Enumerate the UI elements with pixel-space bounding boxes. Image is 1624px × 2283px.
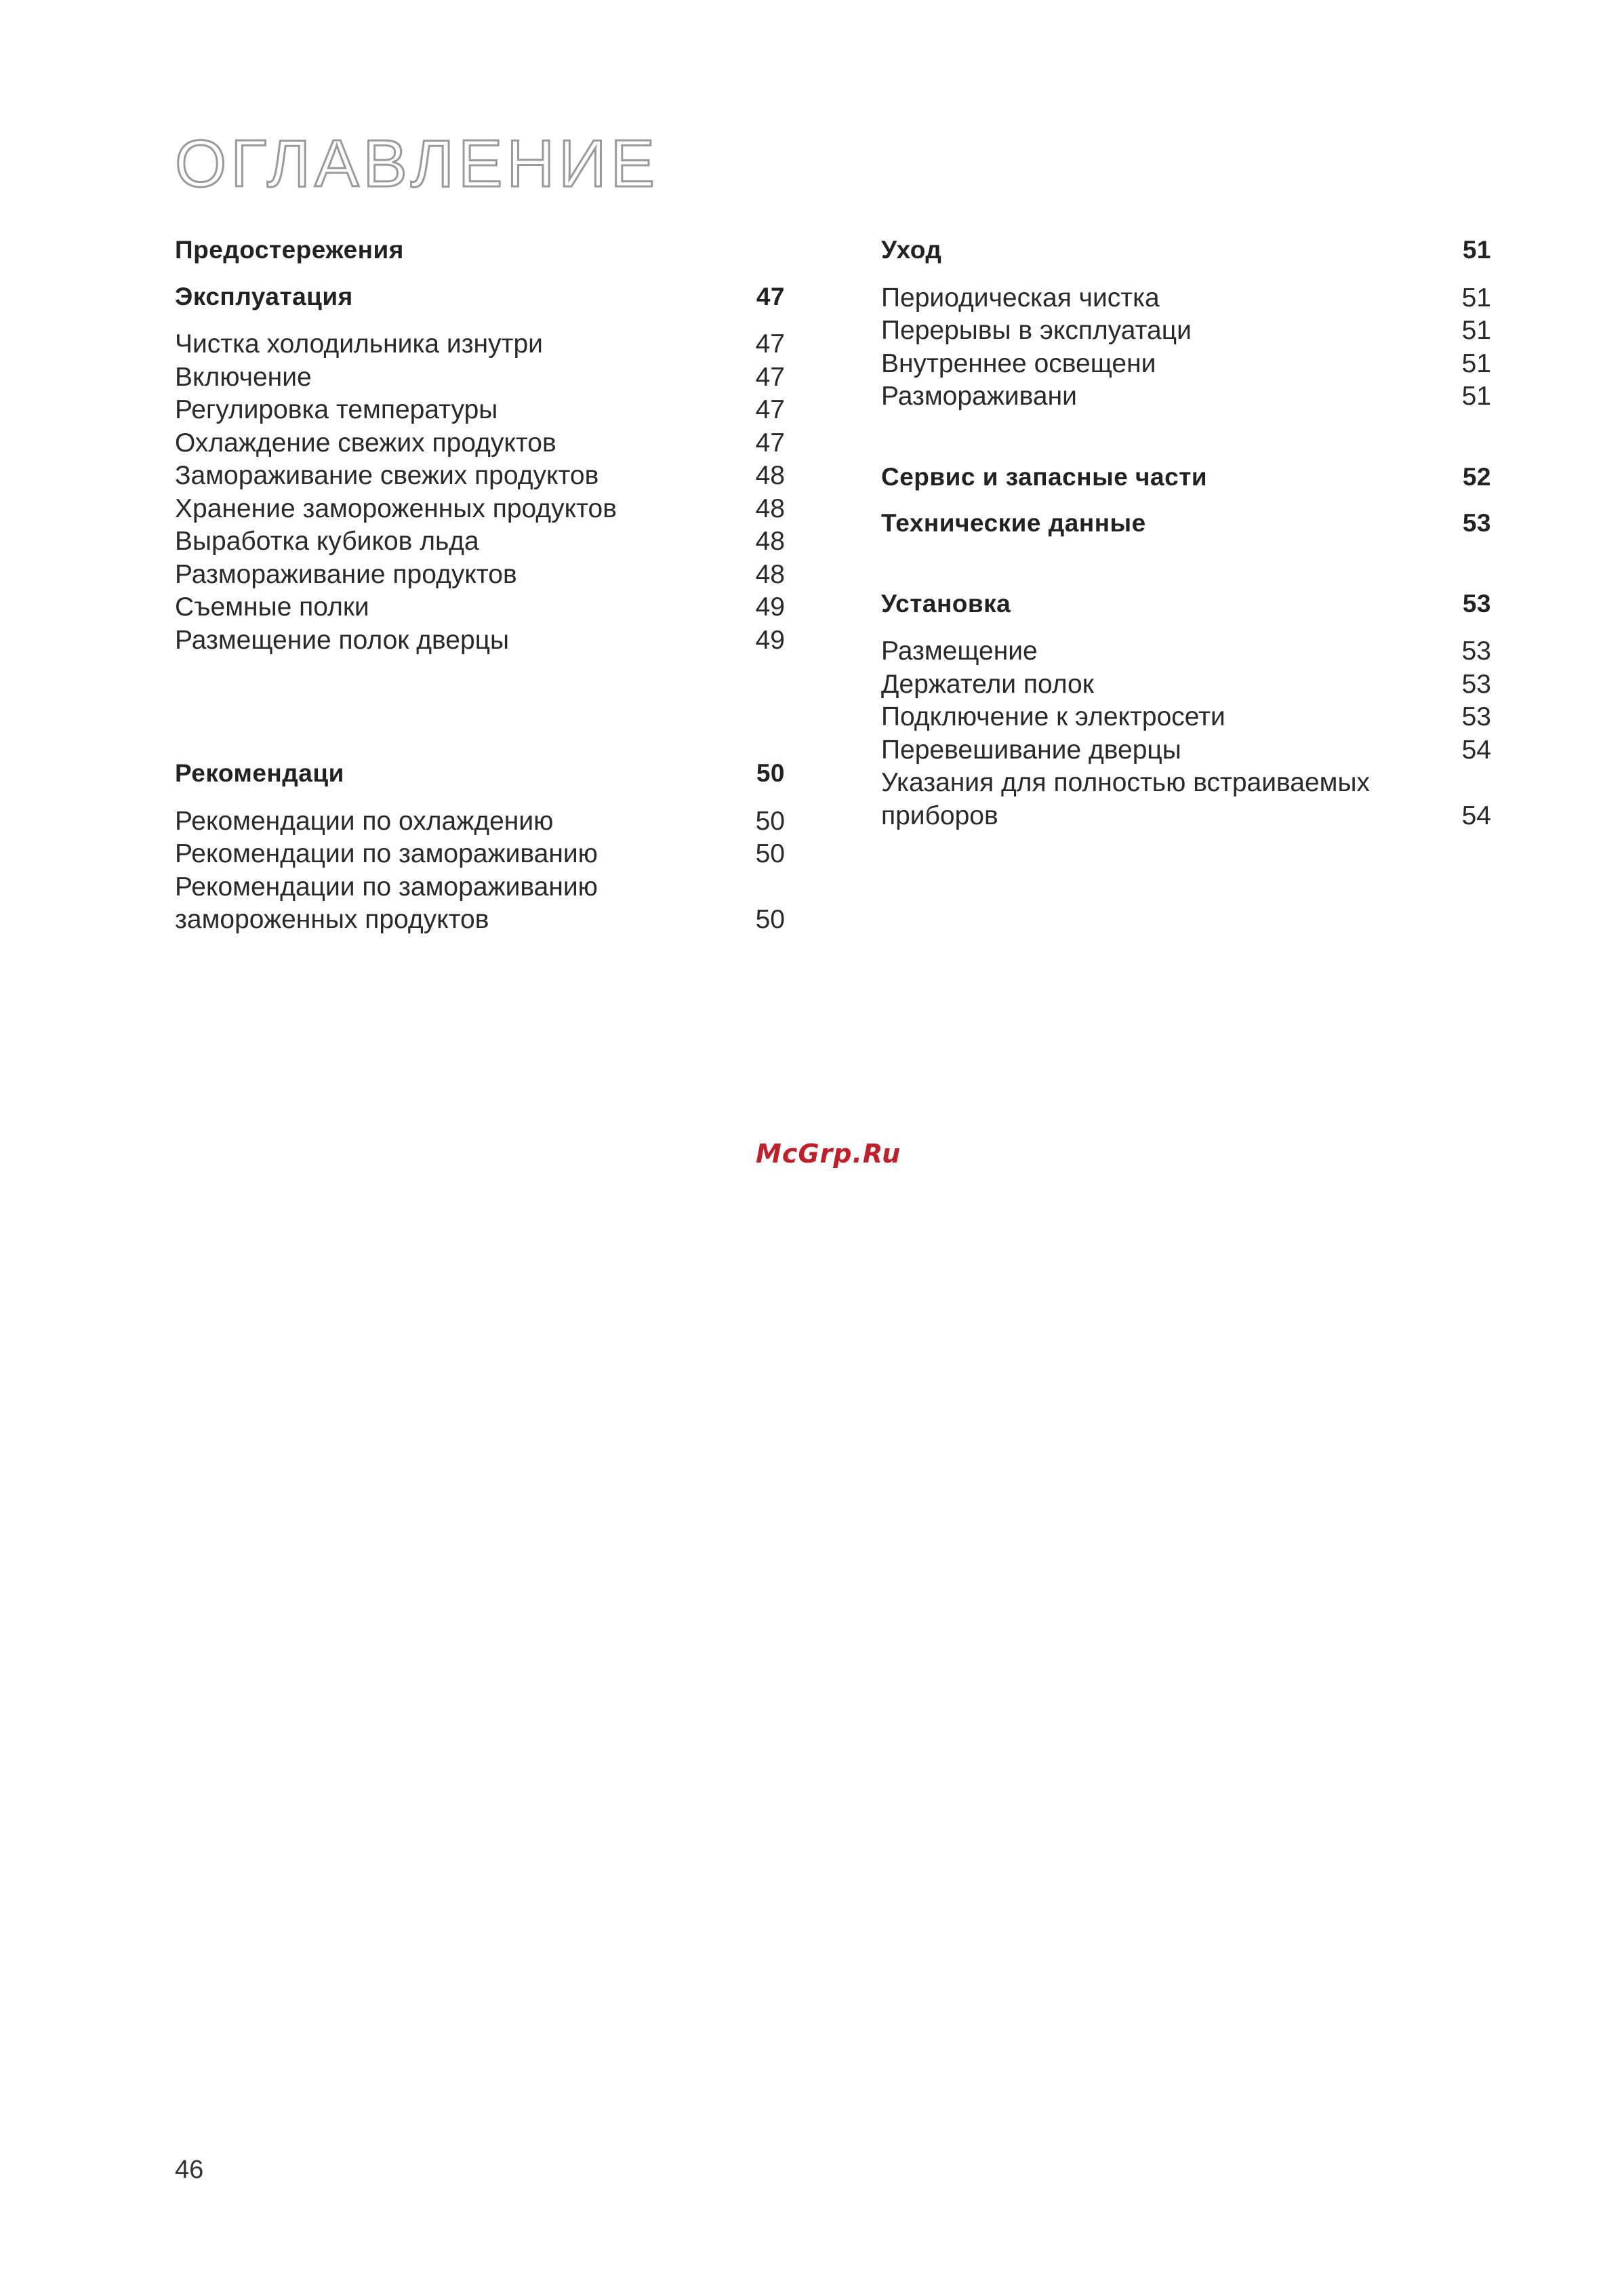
watermark-link[interactable]: McGrp.Ru [756, 1139, 901, 1169]
toc-heading-title: Сервис и запасные части [881, 462, 1208, 491]
toc-item[interactable] [175, 525, 785, 559]
toc-heading-operation[interactable] [175, 281, 785, 314]
toc-heading-page: 53 [1462, 509, 1491, 537]
page-number: 46 [175, 2156, 204, 2184]
toc-item-page: 47 [755, 395, 785, 424]
toc-item-page: 48 [755, 559, 785, 589]
toc-item-page: 47 [755, 329, 785, 359]
toc-item-page: 47 [755, 362, 785, 392]
toc-heading-title: Предостережения [175, 236, 404, 264]
toc-item-page: 54 [1461, 735, 1491, 765]
toc-item-page: 51 [1461, 283, 1491, 312]
toc-item-title: Регулировка температуры [175, 395, 498, 424]
toc-item[interactable] [881, 668, 1491, 702]
toc-item-title-line2: приборов [881, 801, 998, 830]
toc-item-title-line2: замороженных продуктов [175, 905, 489, 934]
toc-item-page: 53 [1461, 669, 1491, 699]
toc-item[interactable] [175, 805, 785, 839]
toc-heading-service[interactable] [881, 461, 1491, 494]
toc-item-page: 51 [1461, 348, 1491, 378]
toc-item-page: 53 [1461, 702, 1491, 731]
toc-item[interactable] [175, 624, 785, 658]
toc-heading-technical[interactable] [881, 507, 1491, 540]
toc-item-page: 48 [755, 527, 785, 556]
toc-item[interactable] [881, 635, 1491, 668]
toc-item[interactable] [881, 701, 1491, 734]
toc-heading-installation[interactable] [881, 588, 1491, 621]
toc-item-title-line1: Рекомендации по замораживанию [175, 872, 598, 902]
page-title: ОГЛАВЛЕНИЕ [175, 126, 659, 201]
toc-item[interactable] [881, 348, 1491, 381]
toc-item-title: Съемные полки [175, 592, 369, 622]
toc-item-title: Рекомендации по замораживанию [175, 839, 598, 868]
toc-item[interactable] [175, 460, 785, 493]
toc-item-page: 49 [755, 625, 785, 655]
toc-heading-title: Эксплуатация [175, 282, 353, 310]
toc-left-column [175, 234, 785, 937]
toc-item-page: 53 [1461, 637, 1491, 666]
toc-item[interactable] [175, 493, 785, 526]
toc-item-title-line1: Указания для полностью встраиваемых [881, 768, 1371, 797]
toc-item-page: 50 [755, 905, 785, 934]
toc-item-title: Чистка холодильника изнутри [175, 329, 543, 359]
toc-item-page: 50 [755, 806, 785, 836]
toc-heading-title: Рекомендаци [175, 759, 344, 787]
toc-heading-page: 50 [756, 759, 785, 787]
toc-heading-page: 53 [1462, 589, 1491, 618]
toc-heading-page: 51 [1462, 236, 1491, 264]
toc-item-title: Выработка кубиков льда [175, 527, 479, 556]
toc-item-page: 51 [1461, 316, 1491, 345]
toc-item-title: Включение [175, 362, 312, 392]
toc-item-continuation[interactable] [175, 904, 785, 937]
toc-heading-title: Установка [881, 589, 1011, 618]
toc-item-title: Размораживание продуктов [175, 559, 517, 589]
toc-item-title: Подключение к электросети [881, 702, 1225, 731]
toc-item-title: Держатели полок [881, 669, 1094, 699]
toc-item[interactable] [175, 361, 785, 395]
toc-item-page: 54 [1461, 801, 1491, 830]
toc-item-title: Охлаждение свежих продуктов [175, 428, 556, 458]
toc-item[interactable] [175, 871, 785, 904]
toc-heading-page: 47 [756, 282, 785, 310]
toc-item-page: 48 [755, 493, 785, 523]
toc-heading-page: 52 [1462, 462, 1491, 491]
toc-item-title: Рекомендации по охлаждению [175, 806, 554, 836]
toc-item[interactable] [175, 328, 785, 361]
toc-item[interactable] [881, 315, 1491, 348]
toc-item-page: 51 [1461, 382, 1491, 411]
toc-item-title: Периодическая чистка [881, 283, 1160, 312]
toc-item[interactable] [175, 427, 785, 460]
toc-heading-care[interactable] [881, 234, 1491, 267]
toc-item-page: 48 [755, 461, 785, 490]
toc-heading-title: Технические данные [881, 509, 1146, 537]
toc-item[interactable] [175, 838, 785, 871]
toc-item-page: 47 [755, 428, 785, 458]
toc-item-title: Размещение [881, 637, 1038, 666]
toc-heading-title: Уход [881, 236, 942, 264]
toc-item-title: Хранение замороженных продуктов [175, 493, 617, 523]
toc-item[interactable] [175, 559, 785, 592]
toc-item[interactable] [881, 734, 1491, 767]
toc-heading-recommendations[interactable] [175, 757, 785, 790]
toc-item[interactable] [175, 591, 785, 624]
toc-item-page: 49 [755, 592, 785, 622]
toc-item-title: Перевешивание дверцы [881, 735, 1181, 765]
toc-item[interactable] [881, 282, 1491, 315]
toc-item-title: Размораживани [881, 382, 1077, 411]
toc-item-continuation[interactable] [881, 800, 1491, 833]
toc-item-page: 50 [755, 839, 785, 868]
toc-item-title: Замораживание свежих продуктов [175, 461, 599, 490]
toc-heading-precautions[interactable] [175, 234, 785, 267]
toc-item-title: Внутреннее освещени [881, 348, 1156, 378]
toc-item-title: Перерывы в эксплуатаци [881, 316, 1192, 345]
toc-item[interactable] [881, 767, 1491, 800]
toc-item[interactable] [175, 394, 785, 427]
toc-item-title: Размещение полок дверцы [175, 625, 510, 655]
toc-item[interactable] [881, 380, 1491, 413]
toc-right-column [881, 234, 1491, 832]
